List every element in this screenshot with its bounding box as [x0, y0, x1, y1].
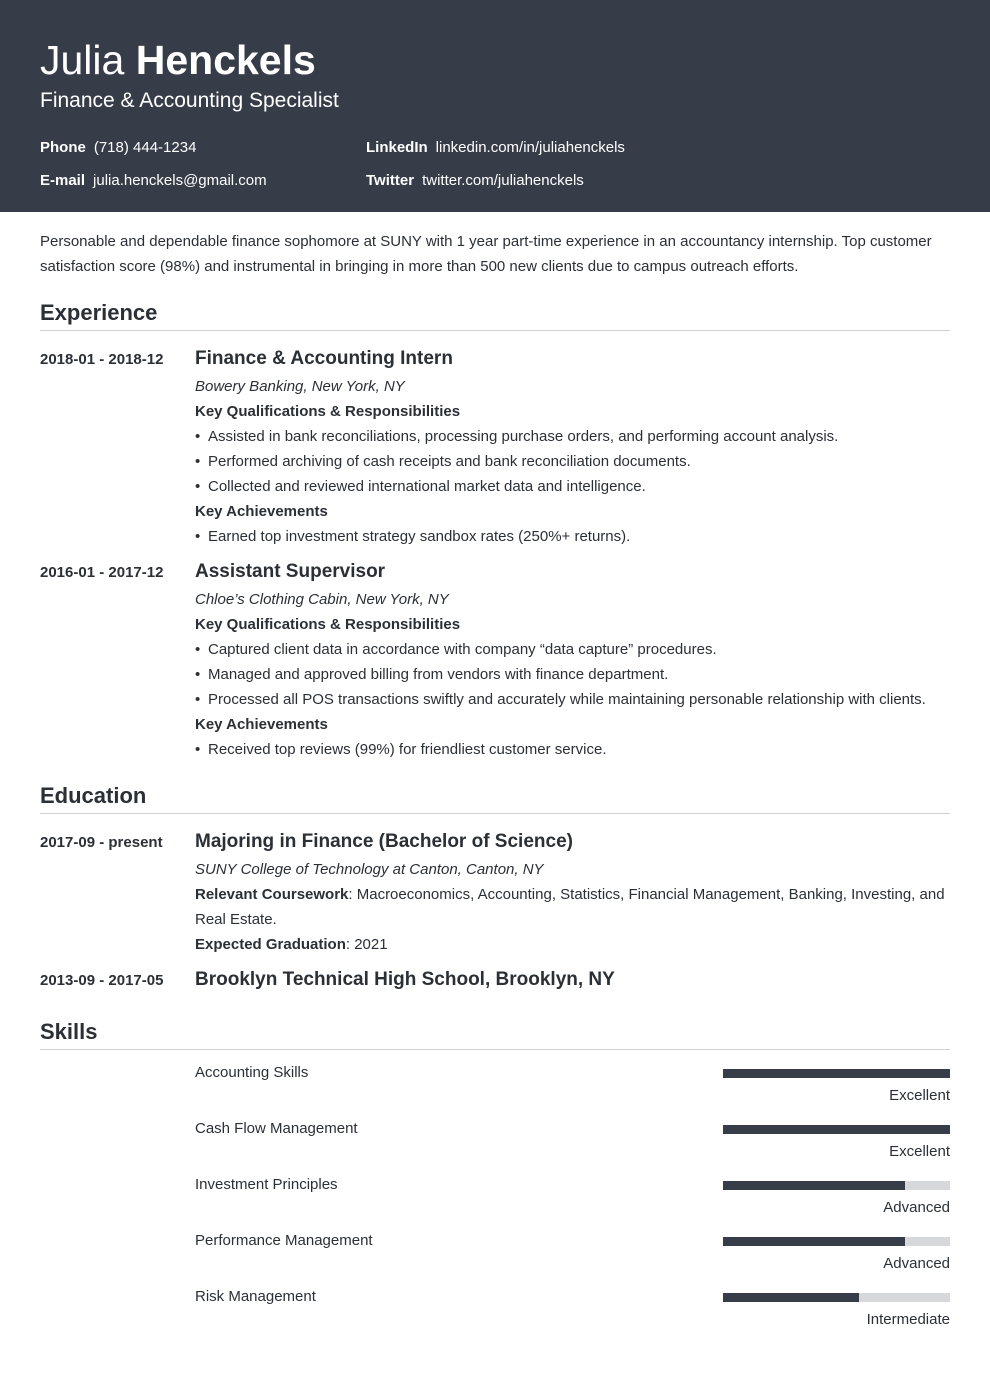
contact-twitter	[366, 171, 950, 190]
job-title: Finance & Accounting Intern	[195, 348, 453, 369]
skill-item	[195, 1231, 950, 1287]
contact-label: E-mail	[40, 172, 86, 189]
contact-value: (718) 444-1234	[93, 139, 197, 156]
bullet-text: Managed and approved billing from vendors with finance department.	[208, 666, 669, 683]
bullet-text: Performed archiving of cash receipts and bank reconciliation documents.	[208, 453, 691, 470]
bullet-dot-icon: •	[195, 428, 201, 445]
school-title: Brooklyn Technical High School, Brooklyn, NY	[195, 969, 615, 990]
bullet-text: Assisted in bank reconciliations, processing purchase orders, and performing account analysis.	[208, 428, 839, 445]
candidate-role: Finance & Accounting Specialist	[40, 89, 339, 112]
contact-info	[40, 138, 950, 190]
bullet-item	[195, 424, 950, 449]
skill-bar	[723, 1293, 950, 1302]
skill-bar	[723, 1181, 950, 1190]
skill-bar	[723, 1069, 950, 1078]
skill-bar-fill	[723, 1181, 905, 1190]
bullet-text: Collected and reviewed international market data and intelligence.	[208, 478, 646, 495]
entry-body	[195, 967, 950, 995]
skill-level: Excellent	[889, 1143, 950, 1160]
coursework	[195, 882, 950, 932]
contact-label: Phone	[40, 139, 86, 156]
bullet-item	[195, 687, 950, 712]
skill-item	[195, 1287, 950, 1343]
skills-list	[40, 1063, 950, 1343]
skill-name: Performance Management	[195, 1232, 373, 1249]
entry-body	[195, 829, 950, 957]
skill-level: Excellent	[889, 1087, 950, 1104]
skill-level: Intermediate	[866, 1311, 950, 1328]
skill-item	[195, 1063, 950, 1119]
resume-content	[0, 229, 990, 1343]
skill-bar	[723, 1237, 950, 1246]
bullet-text: Processed all POS transactions swiftly and accurately while maintaining personable relationship with clients.	[208, 691, 926, 708]
skill-level: Advanced	[883, 1255, 950, 1272]
section-title-skills: Skills	[40, 1019, 950, 1050]
contact-email	[40, 171, 366, 190]
achievements-heading: Key Achievements	[195, 503, 328, 520]
experience-entry	[40, 559, 950, 762]
bullet-item	[195, 662, 950, 687]
graduation-text: : 2021	[345, 936, 388, 953]
first-name: Julia	[40, 37, 125, 83]
school: SUNY College of Technology at Canton, Canton, NY	[195, 861, 544, 878]
bullet-dot-icon: •	[195, 453, 201, 470]
skill-level: Advanced	[883, 1199, 950, 1216]
skill-name: Risk Management	[195, 1288, 316, 1305]
contact-value: linkedin.com/in/juliahenckels	[435, 139, 625, 156]
contact-label: Twitter	[366, 172, 415, 189]
section-title-education: Education	[40, 783, 950, 814]
bullet-item	[195, 737, 950, 762]
employer: Chloe’s Clothing Cabin, New York, NY	[195, 591, 449, 608]
qualifications-heading: Key Qualifications & Responsibilities	[195, 403, 461, 420]
bullet-text: Captured client data in accordance with company “data capture” procedures.	[208, 641, 717, 658]
candidate-name	[40, 36, 950, 84]
resume-header	[0, 0, 990, 212]
skill-name: Investment Principles	[195, 1176, 338, 1193]
bullet-text: Earned top investment strategy sandbox rates (250%+ returns).	[208, 528, 631, 545]
skill-bar-fill	[723, 1293, 859, 1302]
entry-date: 2017-09 - present	[40, 834, 163, 851]
bullet-dot-icon: •	[195, 478, 201, 495]
skill-item	[195, 1175, 950, 1231]
bullet-dot-icon: •	[195, 528, 201, 545]
contact-value: twitter.com/juliahenckels	[422, 172, 584, 189]
experience-entry	[40, 346, 950, 549]
bullet-text: Received top reviews (99%) for friendliest customer service.	[208, 741, 607, 758]
entry-body	[195, 346, 950, 549]
coursework-text: : Macroeconomics, Accounting, Statistics, Financial Management, Banking, Investing, and Real Estate.	[195, 886, 945, 928]
entry-date: 2016-01 - 2017-12	[40, 564, 164, 581]
bullet-item	[195, 524, 950, 549]
qualifications-heading: Key Qualifications & Responsibilities	[195, 616, 461, 633]
skill-bar-fill	[723, 1237, 905, 1246]
contact-linkedin	[366, 138, 950, 157]
contact-value: julia.henckels@gmail.com	[93, 172, 267, 189]
skill-bar-fill	[723, 1069, 950, 1078]
entry-date: 2013-09 - 2017-05	[40, 972, 164, 989]
job-title: Assistant Supervisor	[195, 561, 386, 582]
achievements-heading: Key Achievements	[195, 716, 328, 733]
skill-bar	[723, 1125, 950, 1134]
last-name: Henckels	[135, 37, 316, 83]
skill-name: Cash Flow Management	[195, 1120, 358, 1137]
bullet-item	[195, 474, 950, 499]
bullet-item	[195, 637, 950, 662]
skill-item	[195, 1119, 950, 1175]
entry-date: 2018-01 - 2018-12	[40, 351, 164, 368]
graduation	[195, 932, 950, 957]
summary: Personable and dependable finance sophomore at SUNY with 1 year part-time experience in an accountancy internship. Top customer satisfaction score (98%) and instrumental in bringing in more than 500 new clients due to campus outreach efforts.	[40, 233, 932, 275]
entry-body	[195, 559, 950, 762]
contact-phone	[40, 138, 366, 157]
education-entry	[40, 829, 950, 957]
bullet-item	[195, 449, 950, 474]
employer: Bowery Banking, New York, NY	[195, 378, 405, 395]
bullet-dot-icon: •	[195, 666, 201, 683]
graduation-label: Expected Graduation	[195, 936, 346, 953]
bullet-dot-icon: •	[195, 691, 201, 708]
degree-title: Majoring in Finance (Bachelor of Science)	[195, 831, 573, 852]
skill-name: Accounting Skills	[195, 1064, 309, 1081]
skill-bar-fill	[723, 1125, 950, 1134]
education-entry	[40, 967, 950, 995]
bullet-dot-icon: •	[195, 741, 201, 758]
coursework-label: Relevant Coursework	[195, 886, 349, 903]
section-title-experience: Experience	[40, 300, 950, 331]
contact-label: LinkedIn	[366, 139, 428, 156]
bullet-dot-icon: •	[195, 641, 201, 658]
